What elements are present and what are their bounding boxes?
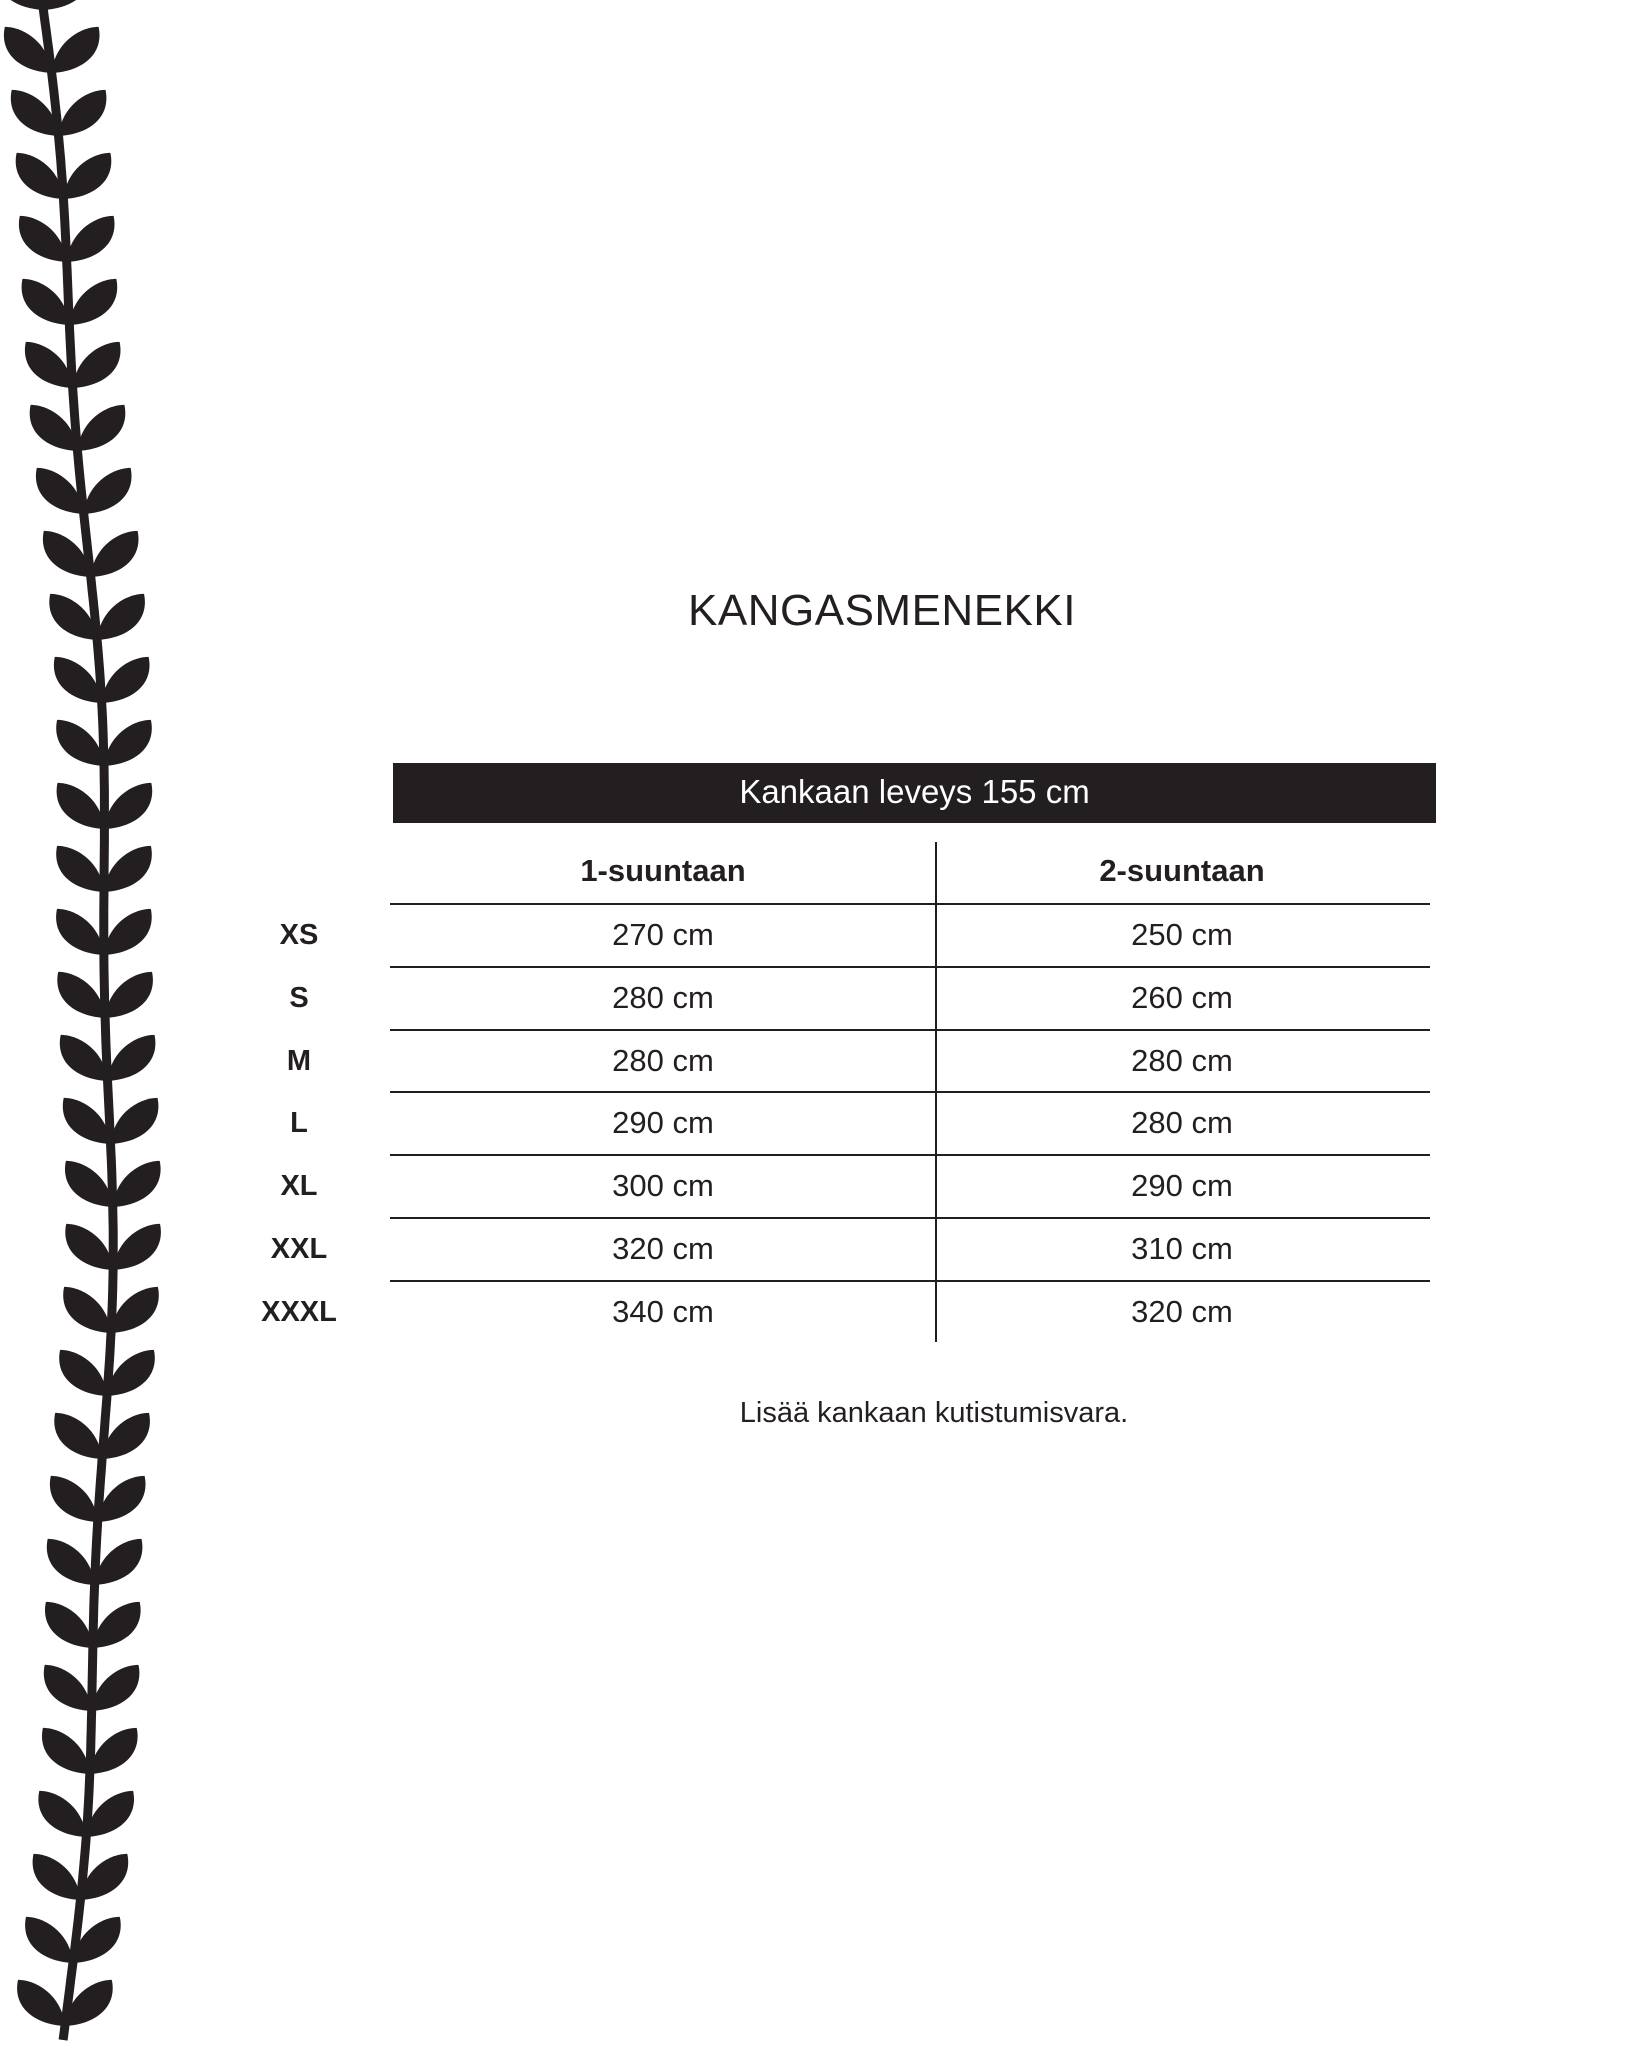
size-label: XXL	[270, 1233, 328, 1265]
two-way-value: 320 cm	[1131, 1293, 1233, 1329]
column-header-two-way: 2-suuntaan	[1099, 853, 1265, 888]
one-way-value: 290 cm	[612, 1105, 714, 1141]
two-way-value: 290 cm	[1131, 1168, 1233, 1204]
size-label: XXXL	[261, 1295, 337, 1328]
two-way-value: 280 cm	[1131, 1042, 1233, 1078]
two-way-value: 280 cm	[1131, 1105, 1233, 1141]
size-label: M	[286, 1044, 312, 1077]
leaf-vine-decoration	[0, 0, 200, 2048]
one-way-value: 300 cm	[612, 1168, 714, 1204]
size-label: XS	[279, 919, 319, 951]
fabric-width-header: Kankaan leveys 155 cm	[393, 763, 1436, 823]
two-way-value: 260 cm	[1131, 979, 1233, 1015]
one-way-value: 280 cm	[612, 979, 714, 1015]
one-way-value: 280 cm	[612, 1042, 714, 1078]
one-way-value: 320 cm	[612, 1231, 714, 1266]
page-title: KANGASMENEKKI	[688, 586, 1076, 635]
two-way-value: 310 cm	[1131, 1231, 1233, 1266]
size-label: L	[290, 1107, 308, 1140]
one-way-value: 340 cm	[612, 1293, 714, 1329]
column-header-one-way: 1-suuntaan	[580, 853, 746, 888]
shrinkage-note: Lisää kankaan kutistumisvara.	[739, 1397, 1129, 1429]
one-way-value: 270 cm	[612, 917, 714, 952]
size-label: XL	[280, 1170, 318, 1203]
two-way-value: 250 cm	[1131, 917, 1233, 952]
size-label: S	[289, 981, 309, 1014]
